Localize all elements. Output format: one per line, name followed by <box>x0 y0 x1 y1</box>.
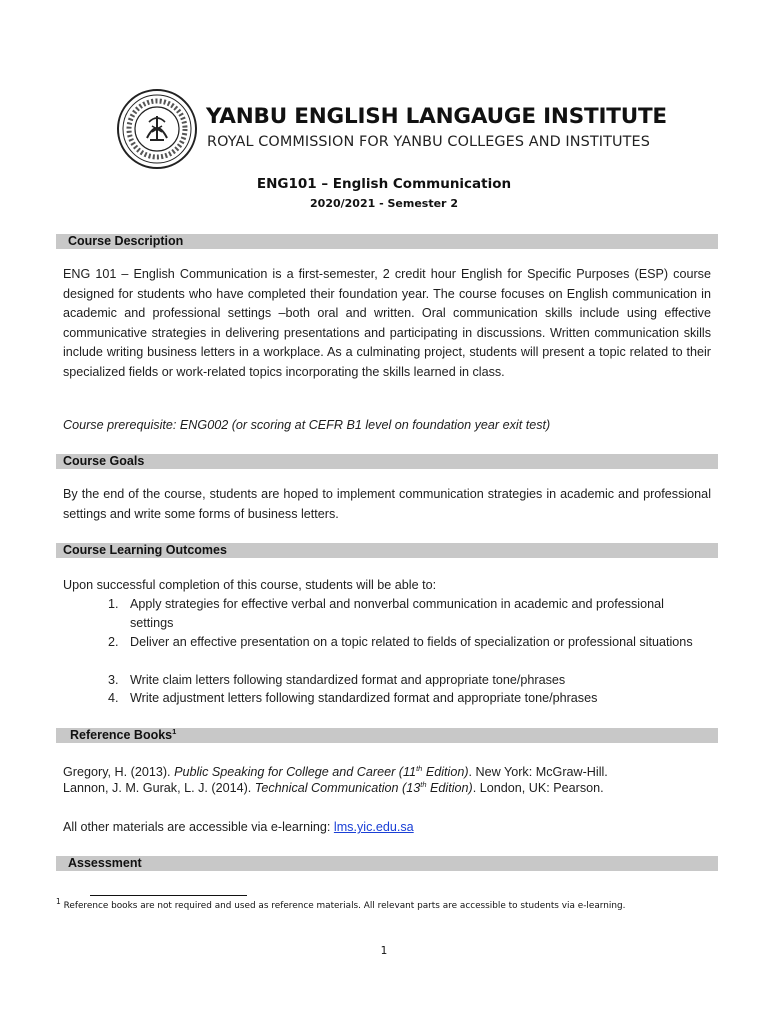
outcome-text: Apply strategies for effective verbal and nonverbal communication in academic and professional settings <box>130 597 664 630</box>
outcome-text: Write adjustment letters following standardized format and appropriate tone/phrases <box>130 691 598 705</box>
section-heading-course-goals: Course Goals <box>56 454 718 469</box>
course-title: ENG101 – English Communication <box>256 176 512 192</box>
footnote-divider <box>90 895 247 896</box>
section-heading-reference-books: Reference Books$^1$ <box>56 728 718 743</box>
course-prerequisite: Course prerequisite: ENG002 (or scoring at CEFR B1 level on foundation year exit test) <box>63 418 551 432</box>
footnote-marker: 1 <box>172 726 177 736</box>
elearning-link[interactable]: lms.yic.edu.sa <box>333 820 414 834</box>
institute-name: YANBU ENGLISH LANGAUGE INSTITUTE <box>206 104 667 129</box>
institute-seal-icon <box>116 88 198 170</box>
outcome-item <box>108 689 708 708</box>
course-description-text: ENG 101 – English Communication is a first-semester, 2 credit hour English for Specific Purposes (ESP) course designed for students who have completed their foundation year. The course focuses on English communication in academic and professional settings –both oral and written. Oral communication skills include using effective communicative strategies in delivering presentations and participating in discussions. Written communication skills include writing business letters in a workplace. As a culminating project, students will present a topic related to their specialized fields or work-related topics incorporating the skills learned in class. <box>63 267 711 379</box>
section-heading-assessment: Assessment <box>56 856 718 871</box>
outcomes-intro: Upon successful completion of this course, students will be able to: <box>63 578 437 592</box>
outcome-item <box>108 633 708 652</box>
section-heading-learning-outcomes: Course Learning Outcomes <box>56 543 718 558</box>
institute-subtitle: ROYAL COMMISSION FOR YANBU COLLEGES AND INSTITUTES <box>207 134 650 150</box>
reference-item: Gregory, H. (2013). Public Speaking for College and Career (11th Edition). New York: McGraw-Hill. <box>63 763 608 779</box>
outcome-item <box>108 595 708 633</box>
page-number: 1 <box>380 945 388 957</box>
outcome-text: Deliver an effective presentation on a topic related to fields of specialization or professional situations <box>130 635 693 649</box>
outcome-text: Write claim letters following standardized format and appropriate tone/phrases <box>130 673 566 687</box>
outcome-number: 3. <box>108 673 119 687</box>
outcome-item <box>108 671 708 690</box>
footnote: $^1$ Reference books are not required and used as reference materials. All relevant parts are accessible to students via e-learning. <box>56 897 626 911</box>
elearning-note: All other materials are accessible via e-learning: lms.yic.edu.sa <box>63 820 414 834</box>
outcome-number: 2. <box>108 635 119 649</box>
course-goals-text: By the end of the course, students are hoped to implement communication strategies in academic and professional settings and write some forms of business letters. <box>63 487 711 521</box>
outcome-number: 1. <box>108 597 119 611</box>
reference-item: Lannon, J. M. Gurak, L. J. (2014). Technical Communication (13th Edition). London, UK: Pearson. <box>63 779 604 795</box>
course-term: 2020/2021 - Semester 2 <box>310 197 458 210</box>
section-heading-course-description: Course Description <box>56 234 718 249</box>
outcome-number: 4. <box>108 691 119 705</box>
